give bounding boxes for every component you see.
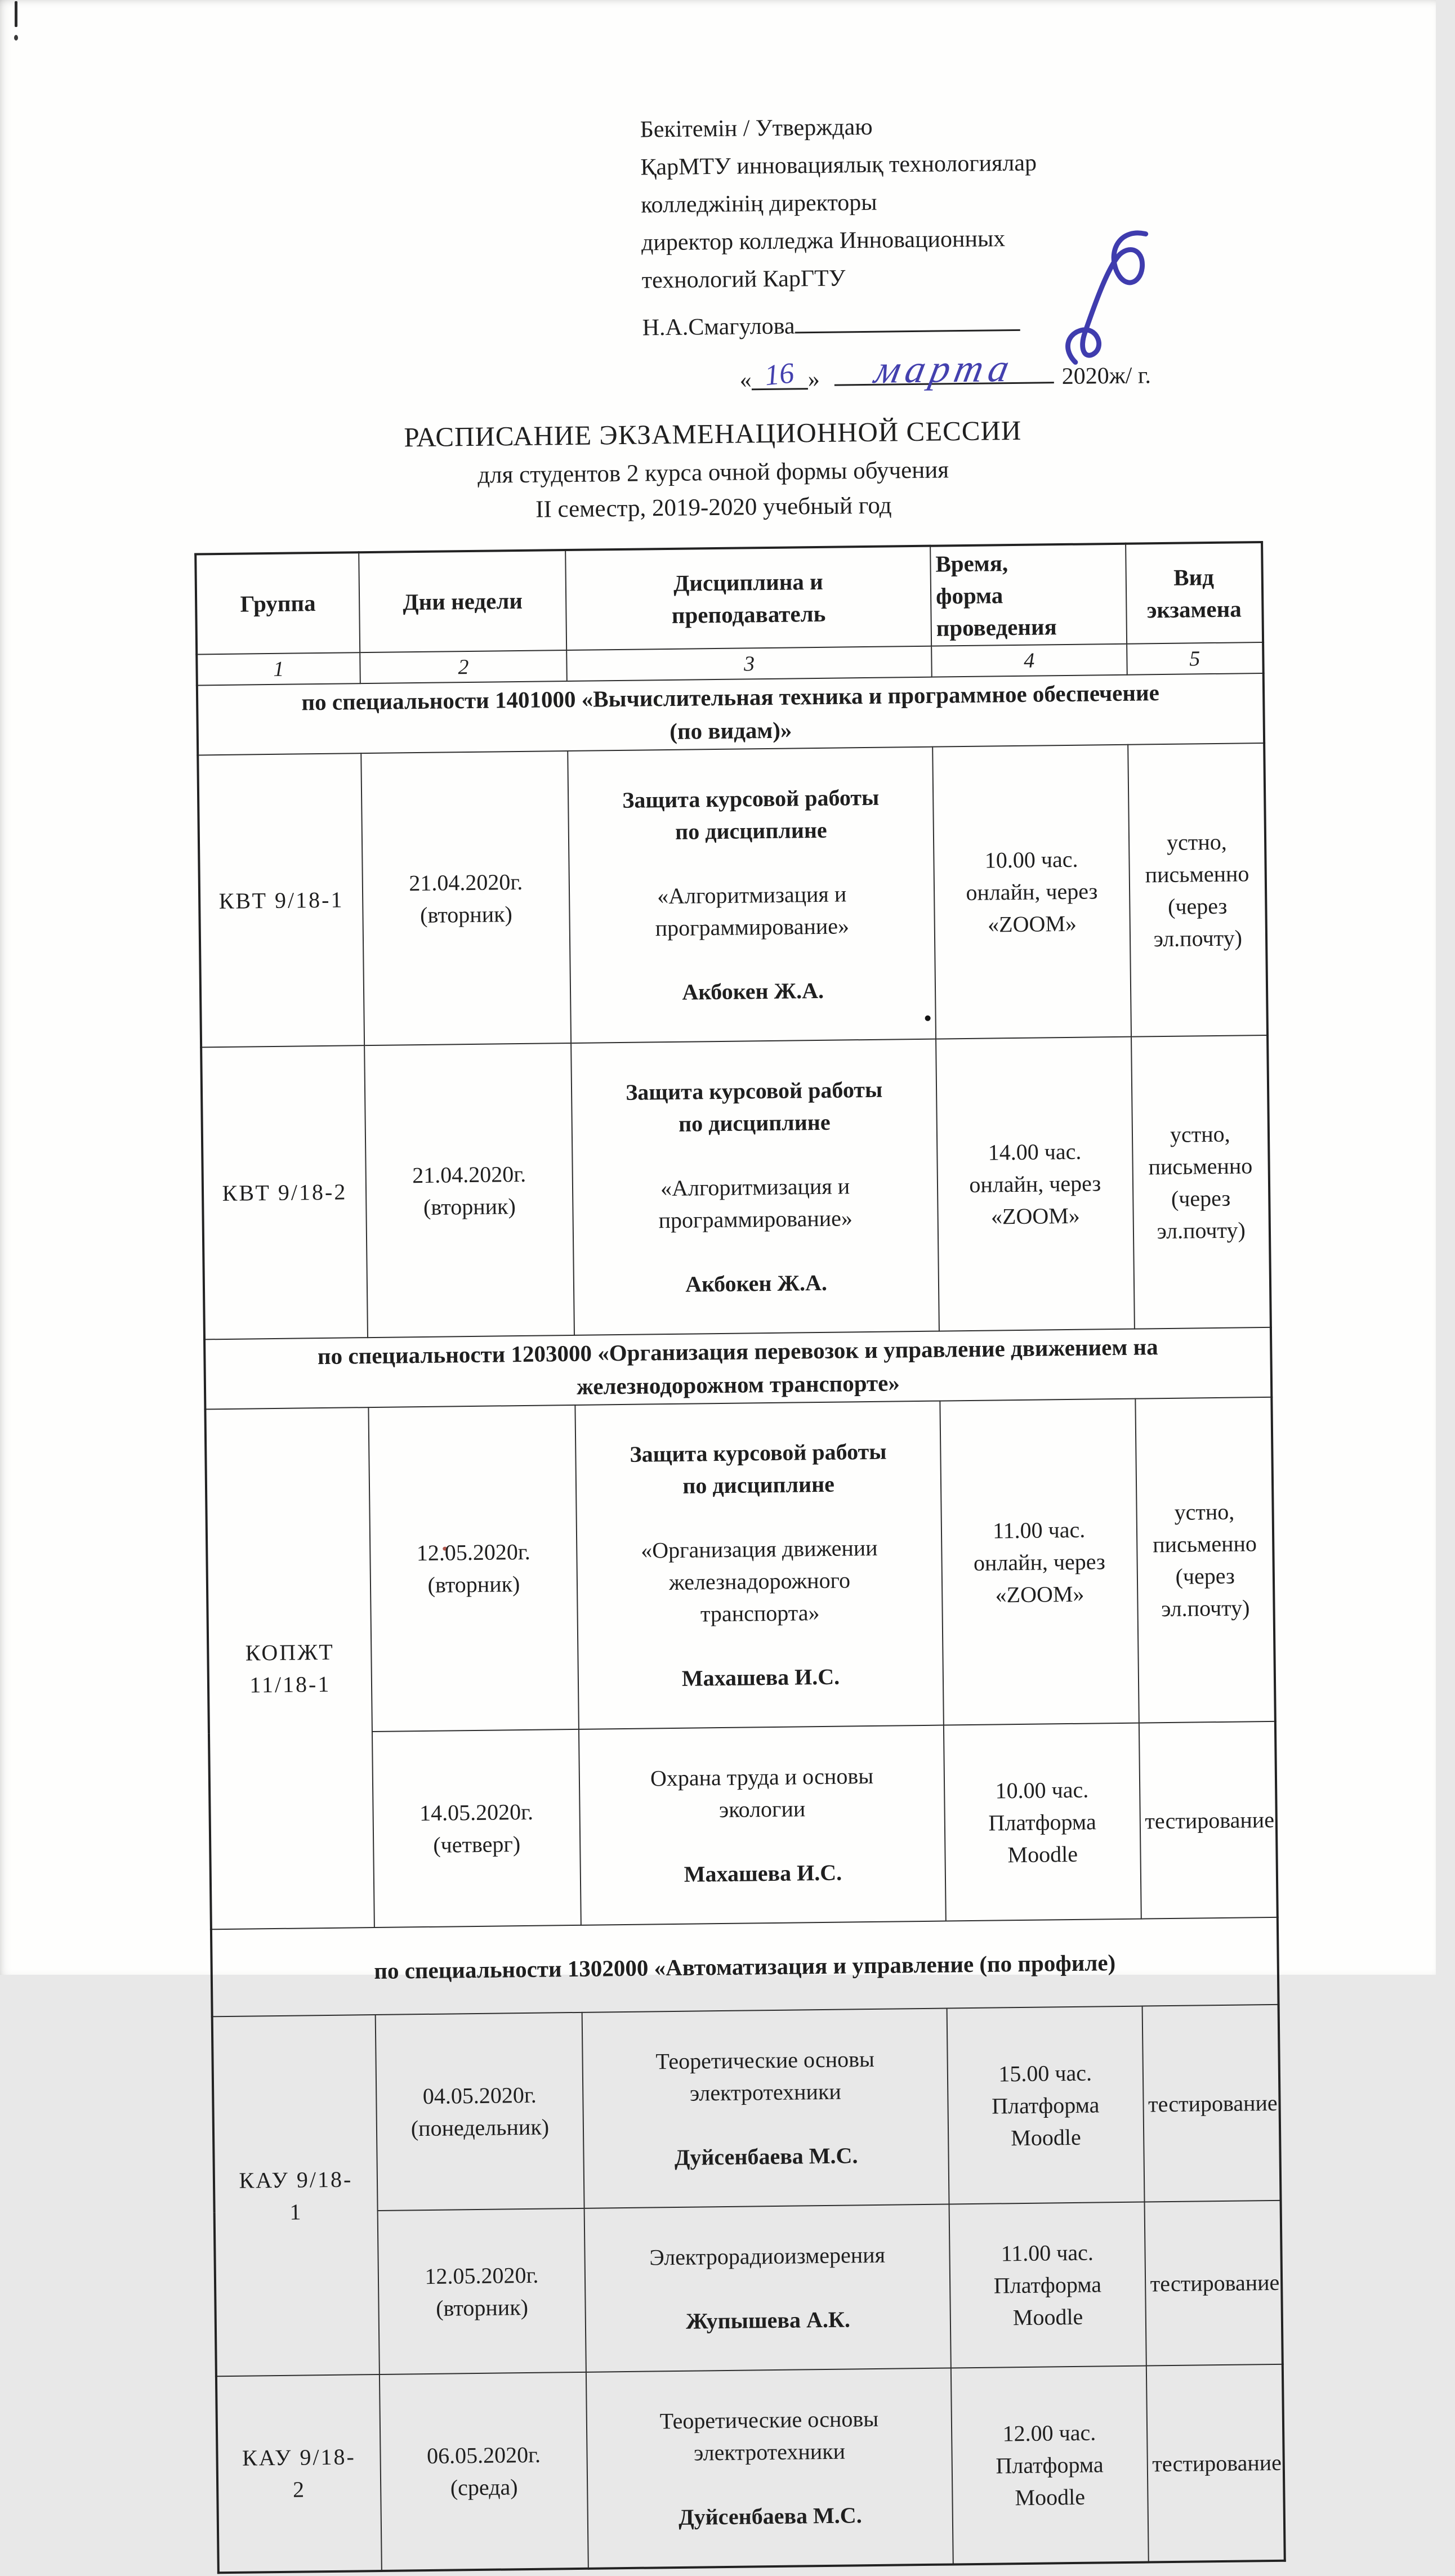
- signatory-name: Н.А.Смагулова: [642, 313, 795, 341]
- approval-line: ҚарМТУ инновациялық технологиялар: [640, 150, 1037, 181]
- date-cell: 06.05.2020г. (среда): [380, 2372, 588, 2571]
- day-blank: [751, 359, 808, 390]
- discipline-cell: [575, 1401, 944, 1729]
- group-cell: КОПЖТ 11/18-1: [205, 1407, 374, 1929]
- approval-line: технологий КарГТУ: [641, 265, 846, 294]
- subject-name: Электрорадиоизмерения: [649, 2242, 886, 2270]
- exam-kind-cell: устно, письменно (через эл.почту): [1128, 743, 1267, 1037]
- discipline-cell: [579, 1725, 946, 1925]
- table-row: [216, 2364, 1285, 2573]
- quote-open: «: [739, 367, 752, 393]
- subject-name: «Алгоритмизация и программирование»: [658, 1173, 853, 1233]
- teacher-name: Махашева И.С.: [684, 1859, 842, 1887]
- subject-name: Теоретические основы электротехники: [659, 2405, 879, 2466]
- approval-date-line: [642, 346, 1262, 400]
- table-header-row: [195, 542, 1263, 654]
- table-row: [212, 2005, 1281, 2212]
- col-header-days: Дни недели: [359, 550, 566, 652]
- title-block: [0, 410, 1432, 530]
- document-semester: II семестр, 2019-2020 учебный год: [535, 492, 892, 523]
- document-subtitle: для студентов 2 курса очной формы обучения: [477, 457, 949, 489]
- signature-blank: [795, 300, 1020, 334]
- date-cell: 21.04.2020г. (вторник): [361, 751, 571, 1045]
- coursework-title: Защита курсовой работы по дисциплине: [630, 1438, 887, 1499]
- col-number: 1: [197, 652, 360, 685]
- approval-line: колледжінің директоры: [640, 189, 877, 218]
- approval-block: [640, 104, 1262, 400]
- exam-kind-cell: тестирование: [1142, 2005, 1280, 2202]
- teacher-name: Дуйсенбаева М.С.: [678, 2502, 862, 2530]
- handwritten-day: 16: [763, 357, 796, 392]
- col-number: 3: [566, 646, 931, 681]
- time-cell: 11.00 час. онлайн, через «ZOOM»: [940, 1399, 1139, 1725]
- col-number: 2: [360, 650, 567, 683]
- subject-name: «Алгоритмизация и программирование»: [655, 881, 850, 941]
- time-cell: 11.00 час. Платформа Moodle: [949, 2202, 1146, 2368]
- subject-name: «Организация движении железнадорожного транспорта»: [640, 1535, 878, 1627]
- table-row: [198, 743, 1267, 1047]
- teacher-name: Дуйсенбаева М.С.: [674, 2143, 858, 2171]
- group-cell: КВТ 9/18-2: [201, 1045, 368, 1339]
- subject-name: Охрана труда и основы экологии: [650, 1763, 874, 1823]
- section-row-1401000: [197, 673, 1264, 755]
- table-row: [205, 1397, 1275, 1733]
- section-row-1302000: [211, 1917, 1279, 2016]
- section-heading: по специальности 1302000 «Автоматизация и управление (по профиле): [211, 1917, 1279, 2016]
- exam-kind-cell: тестирование: [1144, 2201, 1283, 2366]
- exam-kind-cell: устно, письменно (через эл.почту): [1135, 1397, 1275, 1723]
- coursework-title: Защита курсовой работы по дисциплине: [622, 784, 880, 844]
- month-blank: [834, 346, 1054, 392]
- subject-name: Теоретические основы электротехники: [655, 2046, 875, 2106]
- discipline-cell: [571, 1039, 939, 1335]
- col-number: 5: [1127, 642, 1264, 675]
- exam-kind-cell: тестирование: [1139, 1721, 1277, 1919]
- time-cell: 10.00 час. онлайн, через «ZOOM»: [932, 745, 1131, 1039]
- handwritten-month: марта: [871, 346, 1019, 392]
- discipline-cell: [586, 2368, 953, 2568]
- exam-kind-cell: тестирование: [1146, 2364, 1284, 2562]
- discipline-cell: [568, 747, 936, 1043]
- date-cell: 21.04.2020г. (вторник): [364, 1043, 574, 1338]
- section-heading: по специальности 1203000 «Организация перевозок и управление движением на железнодорожном транспорте»: [204, 1327, 1271, 1409]
- section-heading: по специальности 1401000 «Вычислительная техника и программное обеспечение (по видам)»: [197, 673, 1264, 755]
- col-number: 4: [931, 644, 1127, 677]
- col-header-group: Группа: [195, 552, 360, 654]
- date-year: 2020ж/ г.: [1061, 363, 1151, 390]
- group-cell: КАУ 9/18- 1: [212, 2015, 380, 2376]
- col-header-exam-kind: Вид экзамена: [1126, 542, 1263, 644]
- time-cell: 10.00 час. Платформа Moodle: [944, 1723, 1141, 1921]
- document-title: РАСПИСАНИЕ ЭКЗАМЕНАЦИОННОЙ СЕССИИ: [404, 414, 1022, 453]
- discipline-cell: [582, 2009, 949, 2208]
- time-cell: 14.00 час. онлайн, через «ZOOM»: [936, 1037, 1134, 1331]
- quote-close: »: [807, 366, 820, 393]
- approval-line: Бекітемін / Утверждаю: [640, 114, 873, 143]
- group-cell: КАУ 9/18- 2: [216, 2374, 382, 2573]
- discipline-cell: [584, 2204, 951, 2372]
- signature-line: [642, 297, 1262, 348]
- date-cell: 12.05.2020г. (вторник): [368, 1405, 579, 1732]
- coursework-title: Защита курсовой работы по дисциплине: [625, 1076, 883, 1137]
- exam-kind-cell: устно, письменно (через эл.почту): [1131, 1035, 1271, 1329]
- time-cell: 12.00 час. Платформа Moodle: [951, 2366, 1149, 2565]
- approval-line: директор колледжа Инновационных: [641, 226, 1006, 256]
- date-cell: 04.05.2020г. (понедельник): [375, 2012, 584, 2211]
- teacher-name: Махашева И.С.: [681, 1663, 840, 1691]
- time-cell: 15.00 час. Платформа Moodle: [947, 2006, 1145, 2204]
- teacher-name: Акбокен Ж.А.: [685, 1269, 828, 1297]
- section-row-1203000: [204, 1327, 1271, 1409]
- date-cell: 14.05.2020г. (четверг): [372, 1729, 581, 1927]
- col-header-discipline: Дисциплина и преподаватель: [565, 546, 931, 650]
- exam-schedule-table: [194, 541, 1286, 2574]
- teacher-name: Акбокен Ж.А.: [682, 977, 824, 1005]
- teacher-name: Жупышева А.К.: [685, 2306, 851, 2334]
- table-row: [201, 1035, 1271, 1339]
- col-header-time-form: Время, форма проведения: [930, 544, 1127, 646]
- group-cell: КВТ 9/18-1: [198, 753, 364, 1047]
- date-cell: 12.05.2020г. (вторник): [377, 2208, 586, 2374]
